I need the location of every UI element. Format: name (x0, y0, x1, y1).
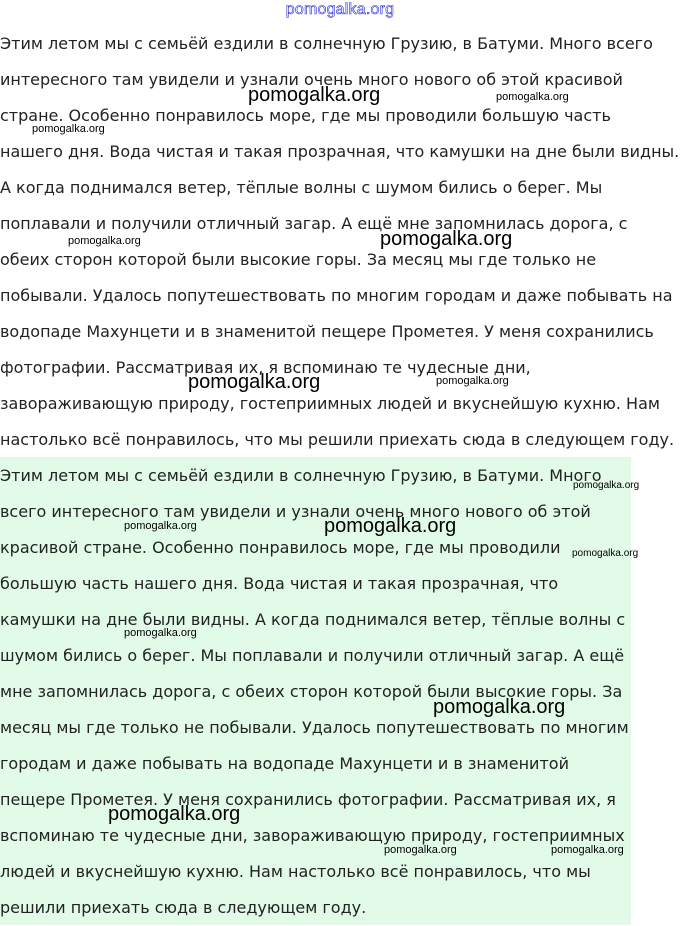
watermark: pomogalka.org (384, 844, 457, 856)
text-line: обеих сторон которой были высокие горы. За месяц мы где только не (0, 250, 597, 269)
watermark: pomogalka.org (248, 84, 381, 106)
text-line: людей и вкуснейшую кухню. Нам настолько всё понравилось, что мы (0, 862, 591, 881)
text-line: нашего дня. Вода чистая и такая прозрачная, что камушки на дне были видны. (0, 142, 680, 161)
watermark: pomogalka.org (108, 803, 241, 825)
text-line: решили приехать сюда в следующем году. (0, 898, 367, 917)
text-line: Этим летом мы с семьёй ездили в солнечную Грузию, в Батуми. Много всего (0, 34, 653, 53)
watermark: pomogalka.org (124, 520, 197, 532)
text-line: Этим летом мы с семьёй ездили в солнечную Грузию, в Батуми. Много (0, 466, 602, 485)
text-line: камушки на дне были видны. А когда поднимался ветер, тёплые волны с (0, 610, 626, 629)
text-line: месяц мы где только не побывали. Удалось попутешествовать по многим (0, 718, 629, 737)
text-line: побывали. Удалось попутешествовать по многим городам и даже побывать на (0, 286, 673, 305)
watermark: pomogalka.org (551, 844, 624, 856)
watermark: pomogalka.org (68, 235, 141, 247)
header-watermark[interactable]: pomogalka.org (285, 1, 395, 18)
text-line: большую часть нашего дня. Вода чистая и такая прозрачная, что (0, 574, 559, 593)
text-line: шумом бились о берег. Мы поплавали и получили отличный загар. А ещё (0, 646, 625, 665)
watermark: pomogalka.org (572, 548, 639, 559)
watermark: pomogalka.org (436, 375, 509, 387)
watermark: pomogalka.org (573, 480, 640, 491)
text-line: водопаде Махунцети и в знаменитой пещере Прометея. У меня сохранились (0, 322, 654, 341)
watermark: pomogalka.org (188, 371, 321, 393)
text-line: пещере Прометея. У меня сохранились фотографии. Рассматривая их, я (0, 790, 616, 809)
text-line: стране. Особенно понравилось море, где мы проводили большую часть (0, 106, 611, 125)
watermark: pomogalka.org (124, 627, 197, 639)
watermark: pomogalka.org (433, 696, 566, 718)
text-line: мне запомнилась дорога, с обеих сторон которой были высокие горы. За (0, 682, 623, 701)
text-line: интересного там увидели и узнали очень много нового об этой красивой (0, 70, 623, 89)
text-line: А когда поднимался ветер, тёплые волны с шумом бились о берег. Мы (0, 178, 603, 197)
watermark: pomogalka.org (380, 228, 513, 250)
watermark: pomogalka.org (496, 91, 569, 103)
text-line: красивой стране. Особенно понравилось море, где мы проводили (0, 538, 561, 557)
text-line: завораживающую природу, гостеприимных людей и вкуснейшую кухню. Нам (0, 394, 660, 413)
text-line: городам и даже побывать на водопаде Махунцети и в знаменитой (0, 754, 569, 773)
text-line: поплавали и получили отличный загар. А ещё мне запомнилась дорога, с (0, 214, 628, 233)
text-line: вспоминаю те чудесные дни, завораживающую природу, гостеприимных (0, 826, 625, 845)
watermark: pomogalka.org (32, 123, 105, 135)
essay-text-2 (0, 458, 631, 926)
text-line: настолько всё понравилось, что мы решили приехать сюда в следующем году. (0, 430, 675, 449)
watermark: pomogalka.org (324, 515, 457, 537)
text-line: фотографии. Рассматривая их, я вспоминаю те чудесные дни, (0, 358, 531, 377)
text-line: всего интересного там увидели и узнали очень много нового об этой (0, 502, 591, 521)
